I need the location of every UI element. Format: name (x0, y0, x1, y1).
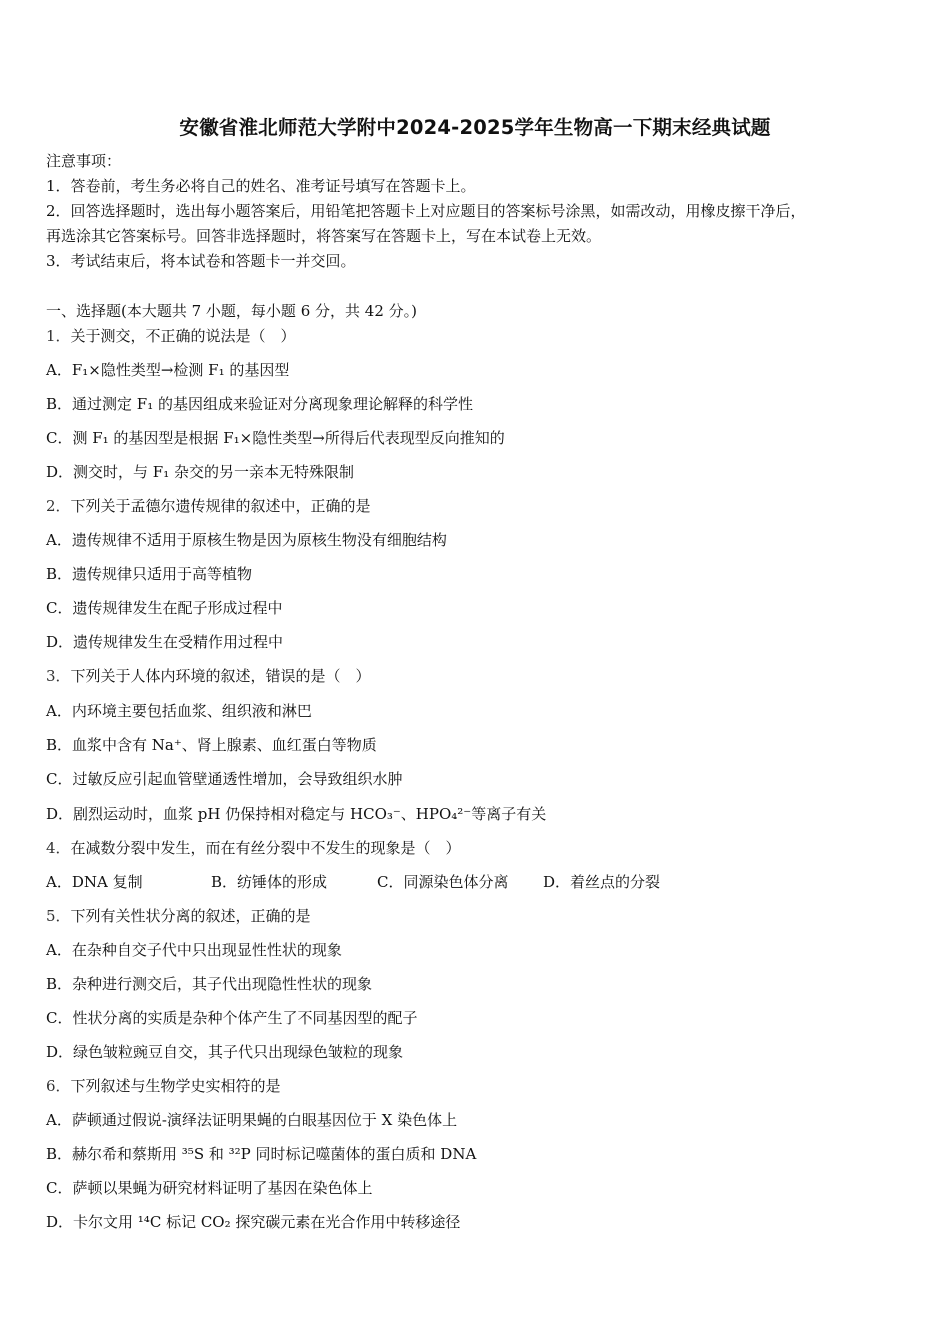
option: B．杂种进行测交后，其子代出现隐性性状的现象 (46, 975, 373, 993)
option: A．在杂种自交子代中只出现显性性状的现象 (46, 941, 342, 959)
option: C．过敏反应引起血管壁通透性增加，会导致组织水肿 (46, 770, 403, 788)
notice-item: 再选涂其它答案标号。回答非选择题时，将答案写在答题卡上，写在本试卷上无效。 (46, 227, 602, 245)
question-stem (46, 1076, 281, 1096)
option: C．遗传规律发生在配子形成过程中 (46, 599, 283, 617)
notice-item: 3．考试结束后，将本试卷和答题卡一并交回。 (46, 252, 356, 270)
option: A．F₁×隐性类型→检测 F₁ 的基因型 (46, 361, 290, 379)
question-stem (46, 326, 296, 346)
option: D．遗传规律发生在受精作用过程中 (46, 633, 284, 651)
question-number: 1． (46, 327, 71, 345)
question-text: 下列关于孟德尔遗传规律的叙述中，正确的是 (70, 497, 371, 515)
option: B．血浆中含有 Na⁺、肾上腺素、血红蛋白等物质 (46, 736, 377, 754)
question-stem (46, 496, 371, 516)
option: C．萨顿以果蝇为研究材料证明了基因在染色体上 (46, 1179, 373, 1197)
notice-heading: 注意事项： (46, 152, 122, 170)
notice-item: 2．回答选择题时，选出每小题答案后，用铅笔把答题卡上对应题目的答案标号涂黑，如需改动，用橡皮擦干净后， (46, 202, 806, 220)
option: D．剧烈运动时，血浆 pH 仍保持相对稳定与 HCO₃⁻、HPO₄²⁻等离子有关 (46, 805, 547, 823)
question-text: 下列叙述与生物学史实相符的是 (70, 1077, 281, 1095)
option: D．测交时，与 F₁ 杂交的另一亲本无特殊限制 (46, 463, 354, 481)
question-number: 4． (46, 839, 71, 857)
option: A．DNA 复制 (46, 873, 143, 891)
question-text: 在减数分裂中发生，而在有丝分裂中不发生的现象是（ ） (70, 839, 461, 857)
question-stem (46, 666, 371, 686)
option: B．遗传规律只适用于高等植物 (46, 565, 253, 583)
question-text: 下列有关性状分离的叙述，正确的是 (70, 907, 311, 925)
section-header: 一、选择题(本大题共 7 小题，每小题 6 分，共 42 分。) (46, 302, 417, 320)
question-number: 5． (46, 907, 71, 925)
option: B．纺锤体的形成 (211, 873, 328, 891)
question-stem (46, 906, 311, 926)
option: C．性状分离的实质是杂种个体产生了不同基因型的配子 (46, 1009, 418, 1027)
page-title: 安徽省淮北师范大学附中2024-2025学年生物高一下期末经典试题 (179, 116, 771, 139)
option: D．绿色皱粒豌豆自交，其子代只出现绿色皱粒的现象 (46, 1043, 404, 1061)
option: B．赫尔希和蔡斯用 ³⁵S 和 ³²P 同时标记噬菌体的蛋白质和 DNA (46, 1145, 477, 1163)
question-number: 2． (46, 497, 71, 515)
options-row (46, 872, 746, 892)
question-text: 下列关于人体内环境的叙述，错误的是（ ） (70, 667, 371, 685)
option: B．通过测定 F₁ 的基因组成来验证对分离现象理论解释的科学性 (46, 395, 473, 413)
question-number: 3． (46, 667, 71, 685)
question-text: 关于测交，不正确的说法是（ ） (70, 327, 296, 345)
notice-item: 1．答卷前，考生务必将自己的姓名、准考证号填写在答题卡上。 (46, 177, 476, 195)
option: C．同源染色体分离 (377, 873, 509, 891)
question-number: 6． (46, 1077, 71, 1095)
option: A．萨顿通过假说-演绎法证明果蝇的白眼基因位于 X 染色体上 (46, 1111, 458, 1129)
option: D．卡尔文用 ¹⁴C 标记 CO₂ 探究碳元素在光合作用中转移途径 (46, 1213, 461, 1231)
option: A．内环境主要包括血浆、组织液和淋巴 (46, 702, 312, 720)
option: C．测 F₁ 的基因型是根据 F₁×隐性类型→所得后代表现型反向推知的 (46, 429, 505, 447)
option: D．着丝点的分裂 (543, 873, 661, 891)
question-stem (46, 838, 461, 858)
option: A．遗传规律不适用于原核生物是因为原核生物没有细胞结构 (46, 531, 447, 549)
